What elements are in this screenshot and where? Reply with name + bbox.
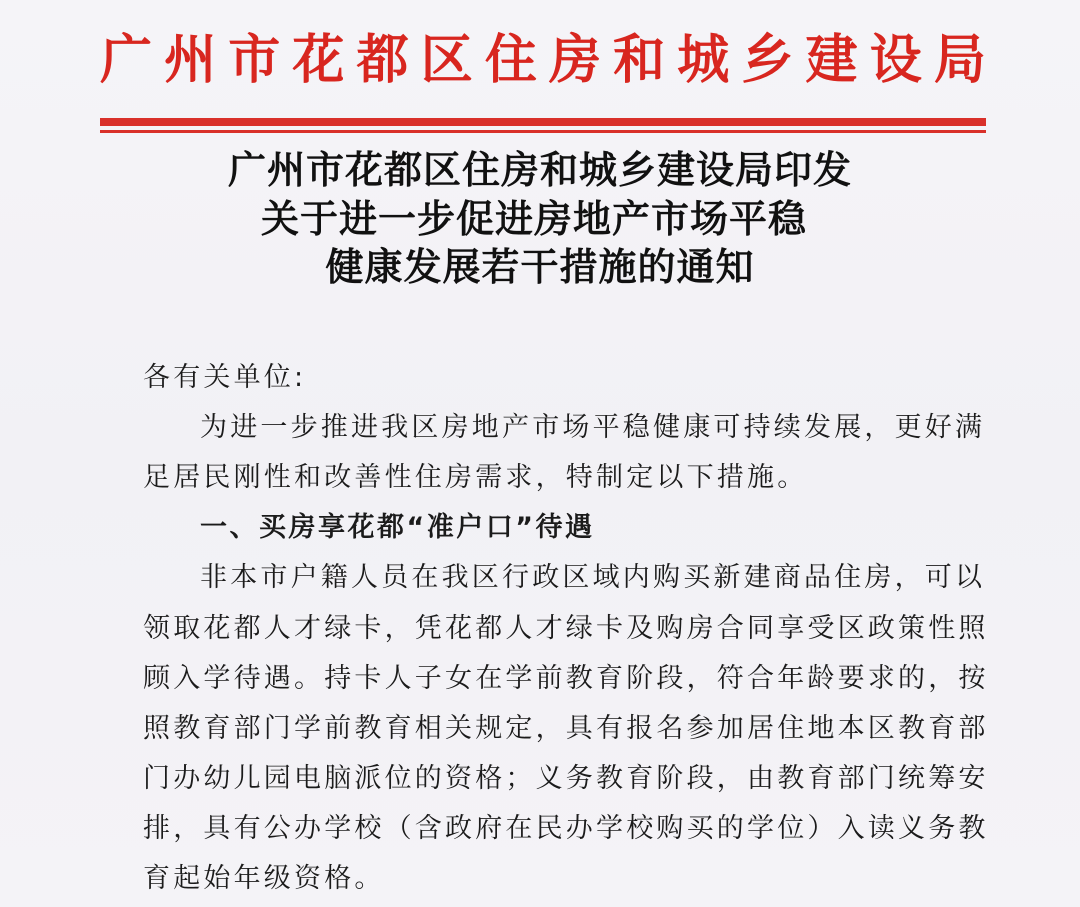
section-1-paragraph-line: 非本市户籍人员在我区行政区域内购买新建商品住房，可以 [200,562,986,593]
letterhead-char: 局 [933,28,986,91]
section-1-paragraph-line: 照教育部门学前教育相关规定，具有报名参加居住地本区教育部 [143,713,989,744]
document-title-line-1: 广州市花都区住房和城乡建设局印发 [227,148,852,192]
letterhead-char: 建 [805,28,858,91]
section-1-paragraph-line: 顾入学待遇。持卡人子女在学前教育阶段，符合年龄要求的，按 [143,663,989,694]
section-1-paragraph-line: 领取花都人才绿卡，凭花都人才绿卡及购房合同享受区政策性照 [143,613,989,644]
letterhead-char: 州 [164,28,217,91]
letterhead-char: 城 [677,28,730,91]
red-divider-thin [100,130,986,133]
letterhead-char: 乡 [741,28,794,91]
intro-paragraph-line: 为进一步推进我区房地产市场平稳健康可持续发展，更好满 [200,412,986,443]
section-1-paragraph-line: 排，具有公办学校（含政府在民办学校购买的学位）入读义务教 [143,813,989,844]
letterhead-char: 区 [420,28,473,91]
section-1-paragraph-line: 门办幼儿园电脑派位的资格；义务教育阶段，由教育部门统筹安 [143,763,989,794]
section-heading-1: 一、买房享花都“准户口”待遇 [200,512,595,543]
letterhead-char: 住 [484,28,537,91]
letterhead-char: 都 [356,28,409,91]
letterhead-char: 市 [228,28,281,91]
letterhead-issuer [100,28,986,92]
document-title-line-3: 健康发展若干措施的通知 [325,245,755,289]
letterhead-char: 广 [100,28,153,91]
letterhead-char: 设 [869,28,922,91]
salutation: 各有关单位: [143,362,307,393]
section-1-paragraph-line: 育起始年级资格。 [143,863,385,894]
red-divider-thick [100,118,986,126]
letterhead-char: 花 [292,28,345,91]
letterhead-char: 和 [613,28,666,91]
document-title-line-2: 关于进一步促进房地产市场平稳 [260,197,807,241]
letterhead-char: 房 [548,28,601,91]
intro-paragraph-line: 足居民刚性和改善性住房需求，特制定以下措施。 [143,462,808,493]
